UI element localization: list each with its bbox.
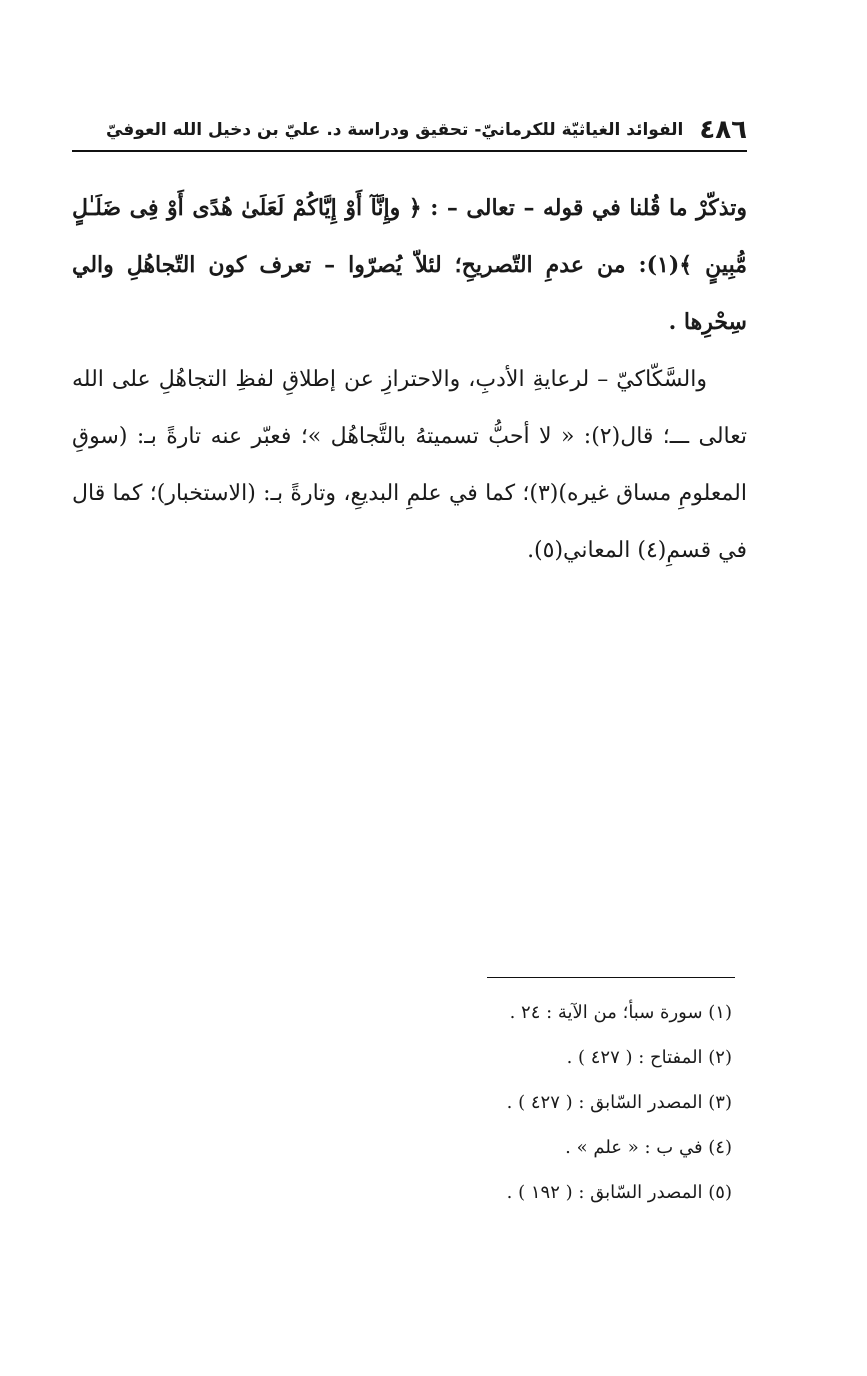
page-number: ٤٨٦	[699, 115, 747, 145]
paragraph-1: وتذكّرْ ما قُلنا في قوله – تعالى – : ﴿ وإِنَّآ أَوْ إِيَّاكُمْ لَعَلَىٰ هُدًى أَوْ فِى ضَلَـٰلٍ مُّبِينٍ ﴾(١): من عدمِ التّصريحِ؛ لئلاّ يُصرّوا – تعرف كون التّجاهُلِ والي سِحْرِها .	[72, 195, 747, 335]
footnote-3: (٣) المصدر السّابق : ( ٤٢٧ ) .	[506, 1092, 732, 1113]
footnote-separator	[487, 977, 735, 978]
main-text	[72, 180, 747, 579]
footnote-5: (٥) المصدر السّابق : ( ١٩٢ ) .	[506, 1182, 732, 1203]
footnote-1: (١) سورة سبأ؛ من الآية : ٢٤ .	[509, 1002, 732, 1023]
footnote-2: (٢) المفتاح : ( ٤٢٧ ) .	[566, 1047, 732, 1068]
running-title: الفوائد الغياثيّة للكرمانيّ- تحقيق ودراسة د. عليّ بن دخيل الله العوفيّ	[105, 120, 684, 140]
page-header	[72, 108, 747, 152]
footnote-4: (٤) في ب : « علم » .	[565, 1137, 732, 1158]
paragraph-2: والسَّكّاكيّ – لرعايةِ الأدبِ، والاحترازِ عن إطلاقِ لفظِ التجاهُلِ على الله تعالى ـــ؛ قال(٢): « لا أحبُّ تسميتهُ بالتَّجاهُل »؛ فعبّر عنه تارةً بـ: (سوقِ المعلومِ مساق غيره)(٣)؛ كما في علمِ البديعِ، وتارةً بـ: (الاستخبار)؛ كما قال في قسمِ(٤) المعاني(٥).	[72, 367, 747, 563]
footnotes	[72, 990, 732, 1215]
